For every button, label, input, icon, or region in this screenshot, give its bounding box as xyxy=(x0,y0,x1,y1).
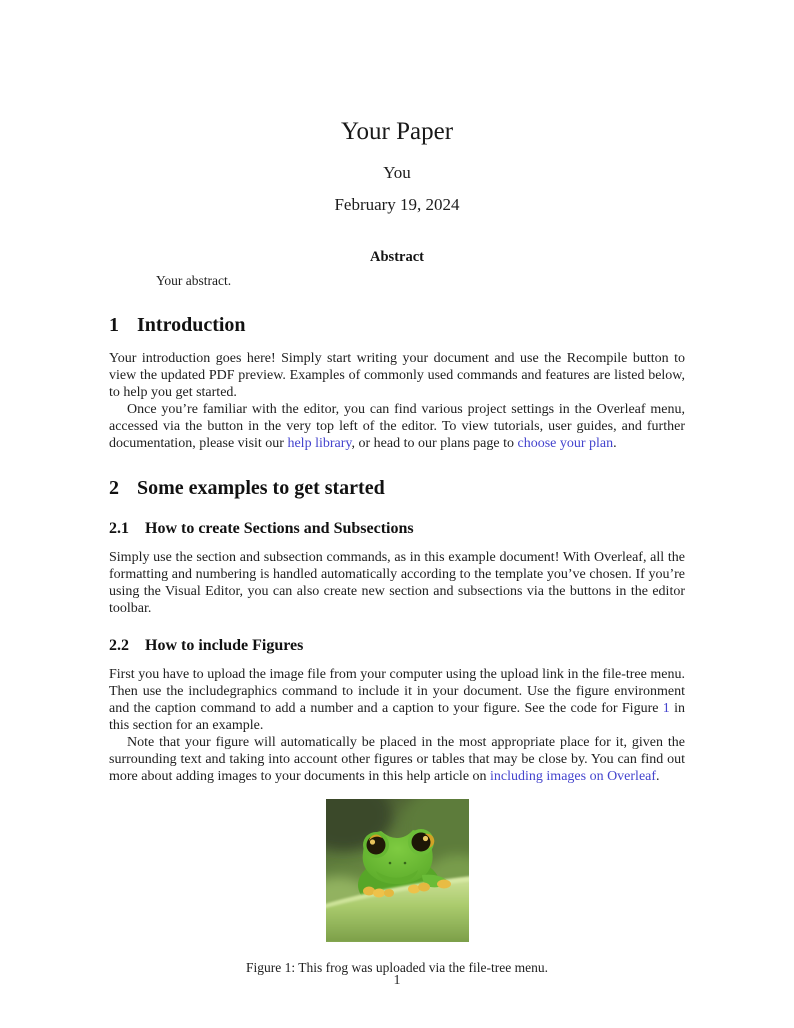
section-1-number: 1 xyxy=(109,314,119,336)
intro-p2-text-3: . xyxy=(613,436,617,451)
abstract-text: Your abstract. xyxy=(156,273,232,288)
page-number: 1 xyxy=(393,973,401,988)
figures-p2-text-1: Note that your figure will automatically be placed in the most appropriate place for it, given the surrounding text and taking into account other figures or tables that may be close by. You can find out more about adding images to your documents in this help article on xyxy=(109,735,685,784)
subsection-2-1-number: 2.1 xyxy=(109,520,129,537)
figure-1-caption: Figure 1: This frog was uploaded via the file-tree menu. xyxy=(246,960,548,975)
subsection-2-1-title: How to create Sections and Subsections xyxy=(145,520,414,537)
paper-author: You xyxy=(383,163,411,182)
paper-title: Your Paper xyxy=(340,118,454,145)
figure-1 xyxy=(109,799,685,976)
figures-p1-text-2: in this section for an example. xyxy=(109,701,685,733)
intro-p2-text-1: Once you’re familiar with the editor, you can find various project settings in the Overleaf menu, accessed via the button in the very top left of the editor. To view tutorials, user guides, and further documentation, please visit our xyxy=(109,402,685,451)
choose-your-plan-link[interactable]: choose your plan xyxy=(517,436,614,451)
including-images-link[interactable]: including images on Overleaf xyxy=(490,769,657,784)
figure-1-reference-link[interactable]: 1 xyxy=(662,701,670,716)
section-2-heading xyxy=(109,477,685,500)
frog-image xyxy=(326,799,469,942)
intro-paragraph-2 xyxy=(109,401,685,452)
subsection-2-1-paragraph: Simply use the section and subsection commands, as in this example document! With Overleaf, all the formatting and numbering is handled automatically according to the template you’ve chosen. If you’re using the Visual Editor, you can also create new section and subsections via the buttons in the editor toolbar. xyxy=(109,550,685,616)
paper-date: February 19, 2024 xyxy=(334,195,460,214)
figures-paragraph-1 xyxy=(109,666,685,734)
section-1-heading xyxy=(109,314,685,337)
abstract-heading: Abstract xyxy=(370,249,424,265)
subsection-2-2-title: How to include Figures xyxy=(145,637,304,654)
figures-p2-text-2: . xyxy=(656,769,660,784)
subsection-2-1-heading xyxy=(109,519,685,538)
intro-p2-text-2: , or head to our plans page to xyxy=(351,436,518,451)
intro-paragraph-1: Your introduction goes here! Simply start writing your document and use the Recompile button to view the updated PDF preview. Examples of commonly used commands and features are listed below, to help you get started. xyxy=(109,351,685,400)
figures-paragraph-2 xyxy=(109,734,685,785)
help-library-link[interactable]: help library xyxy=(287,436,352,451)
section-2-title: Some examples to get started xyxy=(137,477,385,499)
subsection-2-2-heading xyxy=(109,636,685,655)
section-1-title: Introduction xyxy=(137,314,246,336)
subsection-2-2-number: 2.2 xyxy=(109,637,129,654)
figures-p1-text-1: First you have to upload the image file from your computer using the upload link in the file-tree menu. Then use the includegraphics command to include it in your document. Use the figure environment and the caption command to add a number and a caption to your figure. See the code for Figure xyxy=(109,667,685,716)
section-2-number: 2 xyxy=(109,477,119,499)
